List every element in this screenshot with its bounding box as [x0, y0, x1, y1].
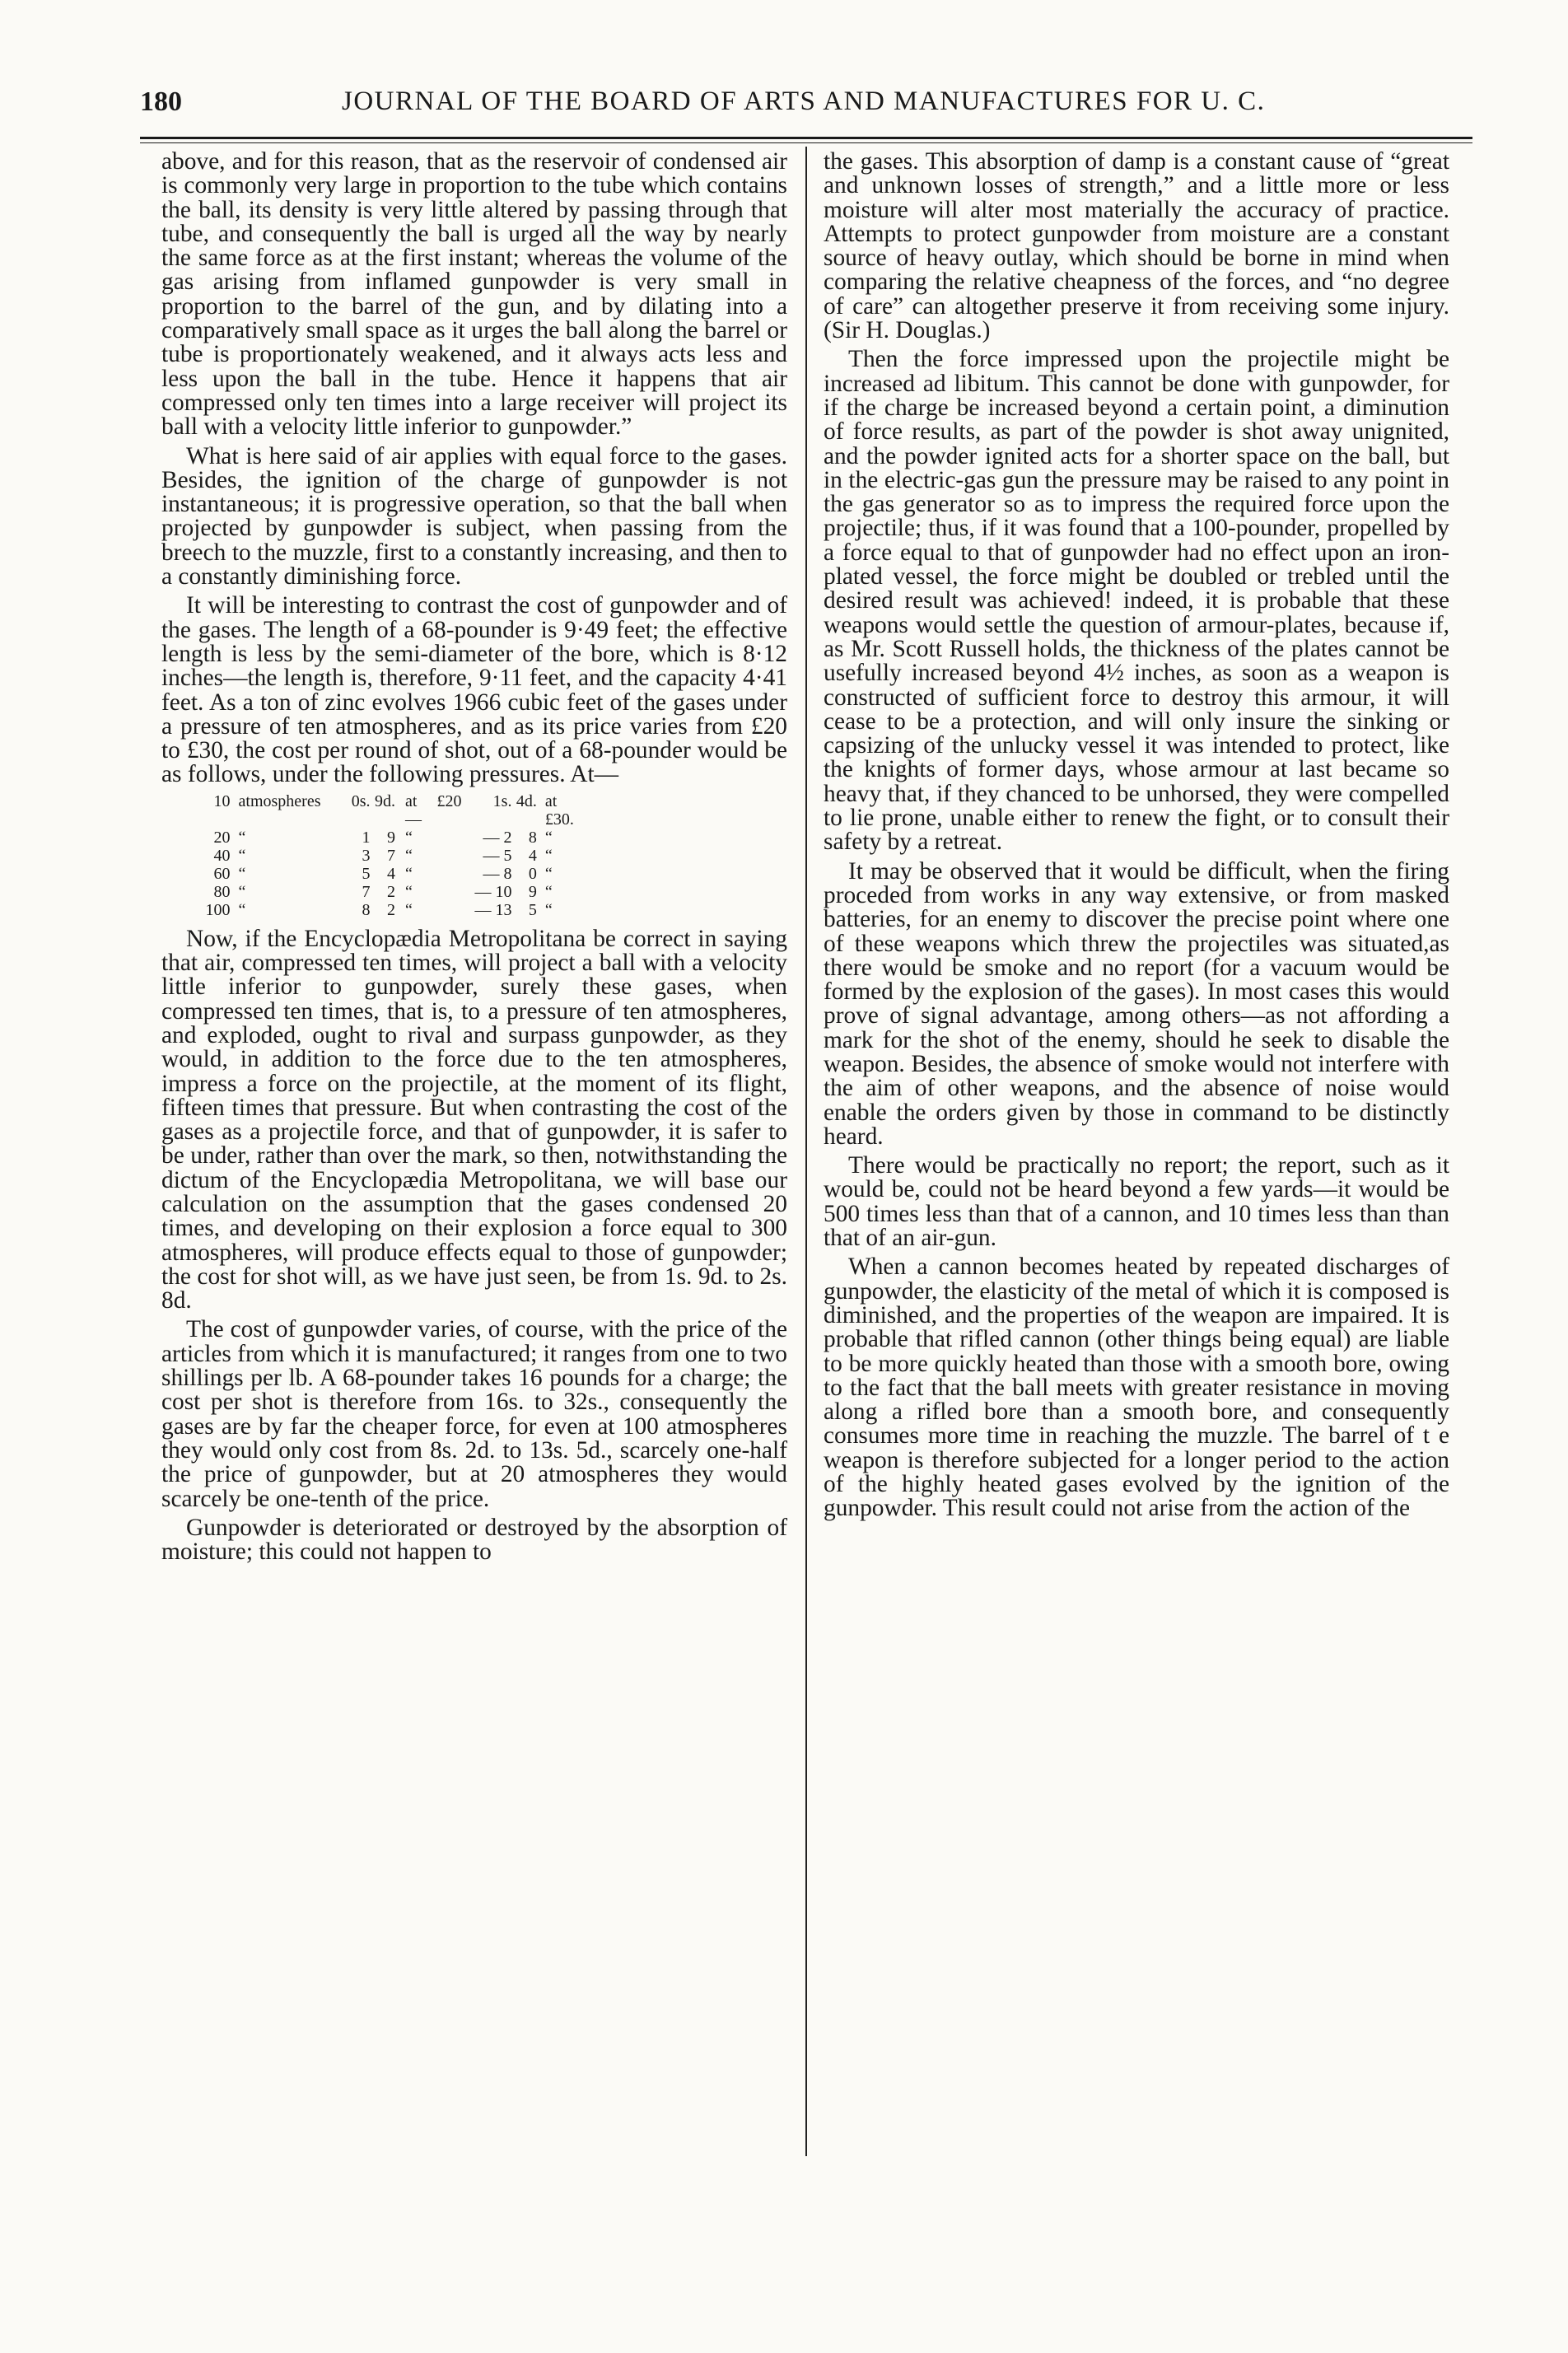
table-row	[189, 792, 576, 829]
paragraph: When a cannon becomes heated by repeated discharges of gunpowder, the elasticity of the metal of which it is composed is diminished, and the properties of the weapon are impaired. It is probable that rifled cannon (other things being equal) are liable to be more quickly heated than those with a smooth bore, owing to the fact that the ball meets with greater resistance in moving along a rifled bore than a smooth bore, and consequently consumes more time in reaching the muzzle. The barrel of t e weapon is therefore subjected for a longer period to the action of the highly heated gases evolved by the ignition of the gunpowder. This result could not arise from the action of the	[824, 1254, 1449, 1522]
table-cell: — 13	[474, 900, 512, 919]
table-cell: 100	[205, 900, 231, 919]
table-cell: 7	[362, 882, 371, 901]
table-cell: “	[544, 828, 553, 847]
table-cell: “	[544, 900, 553, 919]
table-cell: “	[238, 882, 246, 901]
cost-table	[189, 792, 576, 919]
table-cell: “	[238, 864, 246, 883]
table-row	[189, 829, 576, 847]
left-column	[161, 150, 787, 1569]
table-cell: — 2	[483, 828, 512, 847]
table-cell: 80	[213, 882, 231, 901]
right-column	[824, 150, 1449, 1526]
table-cell: “	[404, 864, 413, 883]
page-number: 180	[140, 86, 182, 117]
table-cell: 4	[386, 864, 395, 883]
table-cell: “	[544, 882, 553, 901]
table-cell: “	[404, 882, 413, 901]
table-cell: 10	[213, 791, 231, 810]
table-cell: “	[544, 846, 553, 865]
table-cell: 0s.	[351, 791, 371, 810]
paragraph: What is here said of air applies with equal force to the gases. Besides, the ignition of the charge of gunpowder is not instantaneous; it is progressive operation, so that the ball when projected by gunpowder is subject, when passing from the breech to the muzzle, first to a constantly increasing, and then to a constantly diminishing force.	[161, 442, 787, 591]
table-cell: 5	[362, 864, 371, 883]
header-rule-thick	[140, 137, 1472, 139]
table-cell: 8	[362, 900, 371, 919]
table-cell: 9	[386, 828, 395, 847]
table-cell: “	[238, 900, 246, 919]
table-cell: 0	[528, 864, 537, 883]
paragraph: above, and for this reason, that as the reservoir of condensed air is commonly very large in proportion to the tube which contains the ball, its density is very little altered by passing through that tube, and consequently the ball is urged all the way by nearly the same force as at the first instant; whereas the volume of the gas arising from inflamed gunpowder is very small in proportion to the barrel of the gun, and by dilating into a comparatively small space as it urges the ball along the barrel or tube is proportionately weakened, and it always acts less and less upon the ball in the tube. Hence it happens that air compressed only ten times into a large receiver will project its ball with a velocity little inferior to gunpowder.”	[161, 148, 787, 441]
table-cell: 5	[528, 900, 537, 919]
table-cell: 7	[386, 846, 395, 865]
table-cell: 4	[528, 846, 537, 865]
table-cell: at £30.	[544, 791, 574, 829]
table-cell: 4d.	[516, 791, 537, 810]
table-row	[189, 847, 576, 865]
paragraph: the gases. This absorption of damp is a constant cause of “great and unknown losses of strength,” and a little more or less moisture will alter most materially the accuracy of practice. Attempts to protect gunpowder from moisture are a constant source of heavy outlay, which should be borne in mind when comparing the relative cheapness of the forces, and “no degree of care” can altogether preserve it from receiving some injury. (Sir H. Douglas.)	[824, 148, 1449, 344]
table-cell: “	[544, 864, 553, 883]
table-cell: at £20—	[404, 791, 462, 829]
table-cell: “	[238, 846, 246, 865]
journal-title: JOURNAL OF THE BOARD OF ARTS AND MANUFACTURES FOR U. C.	[342, 86, 1266, 116]
table-cell: “	[404, 900, 413, 919]
page-header	[140, 86, 1474, 136]
table-cell: “	[404, 828, 413, 847]
table-cell: “	[404, 846, 413, 865]
table-cell: “	[238, 828, 246, 847]
table-cell: 40	[213, 846, 231, 865]
table-cell: 9d.	[374, 791, 395, 810]
table-cell: 2	[386, 900, 395, 919]
paragraph: Now, if the Encyclopædia Metropolitana be correct in saying that air, compressed ten times, will project a ball with a velocity little inferior to gunpowder, surely these gases, when compressed ten times, that is, to a pressure of ten atmospheres, and exploded, ought to rival and surpass gunpowder, as they would, in addition to the force due to the ten atmospheres, impress a force on the projectile, at the moment of its flight, fifteen times that pressure. But when contrasting the cost of the gases as a projectile force, and that of gunpowder, it is safer to be under, rather than over the mark, so then, notwithstanding the dictum of the Encyclopædia Metropolitana, we will base our calculation on the assumption that the gases condensed 20 times, and developing on their explosion a force equal to 300 atmospheres, will produce effects equal to those of gunpowder; the cost for shot will, as we have just seen, be from 1s. 9d. to 2s. 8d.	[161, 925, 787, 1314]
table-cell: 9	[528, 882, 537, 901]
table-cell: atmospheres	[238, 791, 321, 810]
table-cell: 3	[362, 846, 371, 865]
table-row	[189, 901, 576, 919]
paragraph: It will be interesting to contrast the cost of gunpowder and of the gases. The length of a 68-pounder is 9·49 feet; the effective length is less by the semi-diameter of the bore, which is 8·12 inches—the length is, therefore, 9·11 feet, and the capacity 4·41 feet. As a ton of zinc evolves 1966 cubic feet of the gases under a pressure of ten atmospheres, and as its price varies from £20 to £30, the cost per round of shot, out of a 68-pounder would be as follows, under the following pressures. At—	[161, 592, 787, 788]
table-cell: 1	[362, 828, 371, 847]
paragraph: Gunpowder is deteriorated or destroyed by the absorption of moisture; this could not happen to	[161, 1514, 787, 1566]
table-row	[189, 883, 576, 901]
table-cell: 20	[213, 828, 231, 847]
table-cell: — 10	[474, 882, 512, 901]
paragraph: The cost of gunpowder varies, of course, with the price of the articles from which it is manufactured; it ranges from one to two shillings per lb. A 68-pounder takes 16 pounds for a charge; the cost per shot is therefore from 16s. to 32s., consequently the gases are by far the cheaper force, for even at 100 atmospheres they would only cost from 8s. 2d. to 13s. 5d., scarcely one-half the price of gunpowder, but at 20 atmospheres they would scarcely be one-tenth of the price.	[161, 1316, 787, 1512]
column-divider	[805, 147, 807, 2156]
table-cell: 2	[386, 882, 395, 901]
table-row	[189, 865, 576, 883]
table-cell: — 5	[483, 846, 512, 865]
table-cell: 60	[213, 864, 231, 883]
table-cell: 8	[528, 828, 537, 847]
header-rule-thin	[140, 142, 1472, 143]
paragraph: It may be observed that it would be difficult, when the firing proceded from works in any way extensive, or from masked batteries, for an enemy to discover the precise point where one of these weapons which threw the projectiles was situated,as there would be smoke and no report (for a vacuum would be formed by the explosion of the gases). In most cases this would prove of signal advantage, among others—as not affording a mark for the shot of the enemy, should he seek to disable the weapon. Besides, the absence of smoke would not interfere with the aim of other weapons, and the absence of noise would enable the orders given by those in command to be distinctly heard.	[824, 857, 1449, 1150]
table-cell: — 8	[483, 864, 512, 883]
table-cell: 1s.	[492, 791, 512, 810]
paragraph: There would be practically no report; the report, such as it would be, could not be heard beyond a few yards—it would be 500 times less than that of a cannon, and 10 times less than than that of an air-gun.	[824, 1152, 1449, 1252]
paragraph: Then the force impressed upon the projectile might be increased ad libitum. This cannot be done with gunpowder, for if the charge be increased beyond a certain point, a diminution of force results, as part of the powder is shot away unignited, and the powder ignited acts for a shorter space on the ball, but in the electric-gas gun the pressure may be raised to any point in the gas generator so as to impress the required force upon the projectile; thus, if it was found that a 100-pounder, propelled by a force equal to that of gunpowder had no effect upon an iron-plated vessel, the force might be doubled or trebled until the desired result was achieved! indeed, it is probable that these weapons would settle the question of armour-plates, because if, as Mr. Scott Russell holds, the thickness of the plates cannot be usefully increased beyond 4½ inches, as soon as a weapon is constructed of sufficient force to destroy this armour, it will cease to be a protection, and will only insure the sinking or capsizing of the unlucky vessel it was intended to protect, like the knights of former days, whose armour at last became so heavy that, if they chanced to be unhorsed, they were compelled to lie prone, unable either to renew the fight, or to consult their safety by a retreat.	[824, 346, 1449, 856]
